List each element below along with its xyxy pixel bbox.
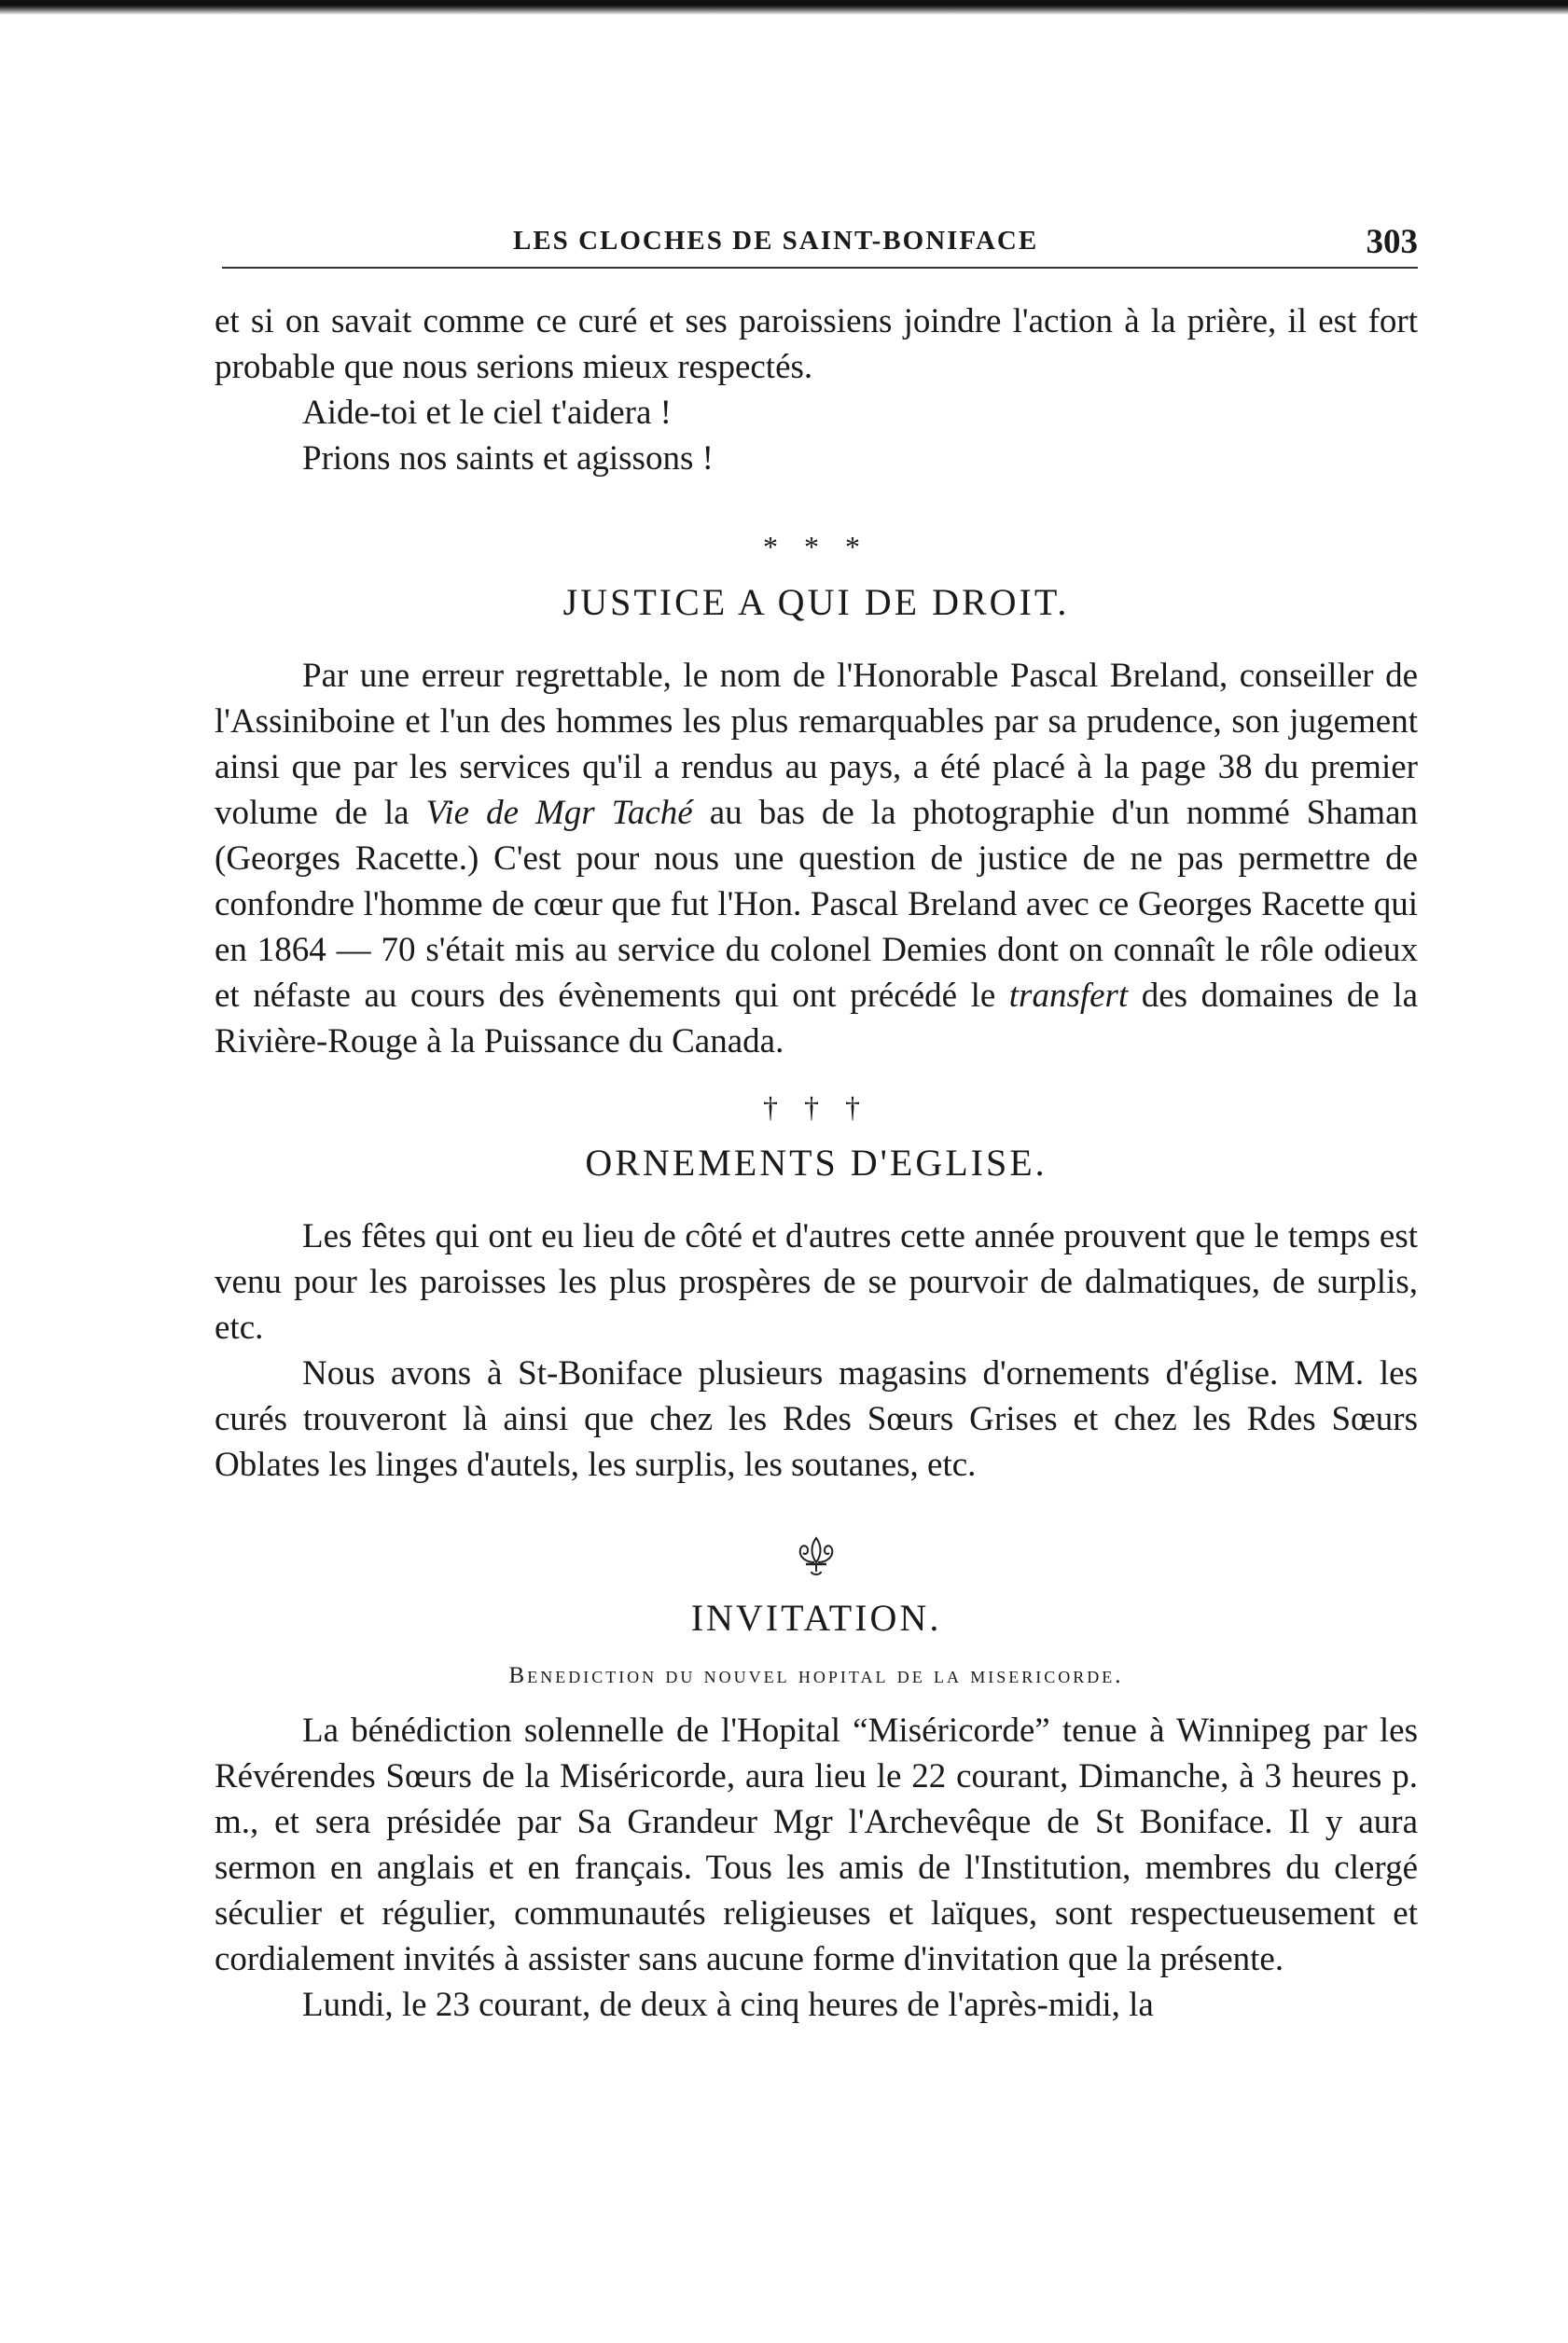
running-title: LES CLOCHES DE SAINT-BONIFACE [513, 226, 1039, 256]
transfert-italic: transfert [1008, 977, 1129, 1015]
section-title-ornements: ORNEMENTS D'EGLISE. [585, 1142, 1048, 1184]
scan-edge [0, 0, 1568, 15]
section-title-invitation: INVITATION. [690, 1597, 942, 1639]
invitation-subtitle: Benediction du nouvel hopital de la misericorde. [508, 1663, 1124, 1688]
exhortation-line: Prions nos saints et agissons ! [302, 439, 714, 478]
daggers-ornament: † † † [763, 1090, 869, 1124]
ornements-paragraph-2: Nous avons à St-Boniface plusieurs magasins d'ornements d'église. MM. les curés trouveront là ainsi que chez les Rdes Sœurs Grises et chez les Rdes Sœurs Oblates les linges d'autels, les surplis, les soutanes, etc. [215, 1354, 1418, 1484]
asterism-ornament: * * * [763, 530, 869, 563]
proverb-line: Aide-toi et le ciel t'aidera ! [302, 394, 672, 432]
justice-text-1: Par une erreur regrettable, le nom de l'Honorable Pascal Breland, conseiller de l'Assiniboine et l'un des hommes les plus remarquables par sa prudence, son jugement ainsi que par les services qu'il a rendus au pays, a été placé à la page 38 du premier volume de la [215, 657, 1418, 832]
invitation-paragraph-1: La bénédiction solennelle de l'Hopital “Miséricorde” tenue à Winnipeg par les Révérendes Sœurs de la Miséricorde, aura lieu le 22 courant, Dimanche, à 3 heures p. m., et sera présidée par Sa Grandeur Mgr l'Archevêque de St Boniface. Il y aura sermon en anglais et en français. Tous les amis de l'Institution, membres du clergé séculier et régulier, communautés religieuses et laïques, sont respectueusement et cordialement invités à assister sans aucune forme d'invitation que la présente. [215, 1712, 1418, 1978]
page-header [187, 205, 1418, 270]
header-rule [222, 267, 1418, 269]
justice-text-2: au bas de la photographie d'un nommé Shaman (Georges Racette.) C'est pour nous une question de justice de ne pas permettre de confondre l'homme de cœur que fut l'Hon. Pascal Breland avec ce Georges Racette qui en 1864 — 70 s'était mis au service du colonel Demies dont on connaît le rôle odieux et néfaste au cours des évènements qui ont précédé le [215, 794, 1418, 1015]
justice-paragraph [215, 653, 1418, 1064]
opening-paragraph: et si on savait comme ce curé et ses paroissiens joindre l'action à la prière, il est fort probable que nous serions mieux respectés. [215, 302, 1418, 386]
book-title-italic: Vie de Mgr Taché [425, 794, 693, 832]
page-content [215, 298, 1418, 2028]
book-page [187, 205, 1418, 2024]
justice-text-3: des domaines de la Rivière-Rouge à la Puissance du Canada. [215, 977, 1418, 1061]
page-number: 303 [1366, 223, 1418, 261]
fleur-de-lis-icon [793, 1534, 840, 1581]
ornements-paragraph-1: Les fêtes qui ont eu lieu de côté et d'autres cette année prouvent que le temps est venu pour les paroisses les plus prospères de se pourvoir de dalmatiques, de surplis, etc. [215, 1217, 1418, 1347]
invitation-paragraph-2: Lundi, le 23 courant, de deux à cinq heures de l'après-midi, la [302, 1986, 1154, 2024]
section-title-justice: JUSTICE A QUI DE DROIT. [562, 581, 1070, 623]
